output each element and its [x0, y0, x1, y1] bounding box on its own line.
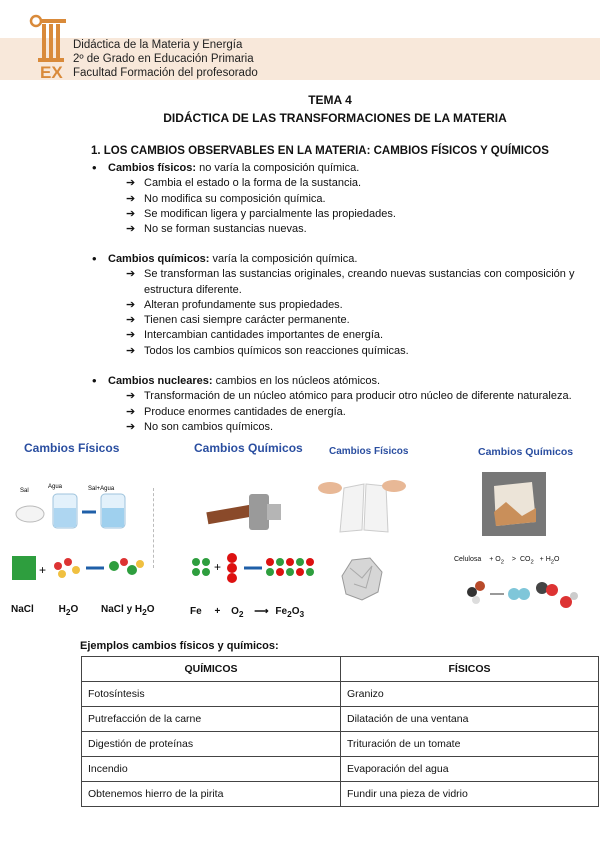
list-item-text: No se forman sustancias nuevas.	[144, 223, 307, 236]
table-row	[82, 732, 599, 757]
formula-h2o-b	[545, 556, 560, 566]
list-item-text: No modifica su composición química.	[144, 192, 326, 205]
formula-part: O	[231, 606, 239, 617]
caption-cambios-quimicos-2: Cambios Químicos	[478, 446, 574, 458]
formula-part: CO	[519, 556, 531, 563]
plus-sign: +	[214, 560, 222, 574]
label-sal-agua: Sal+Agua	[88, 486, 115, 492]
crumpled-paper-illustration	[336, 554, 386, 604]
plus-sign: +	[39, 563, 47, 577]
quimicos-desc: varía la composición química.	[209, 253, 358, 265]
column-header-quimicos: QUÍMICOS	[82, 657, 341, 682]
formula-part: 2	[287, 609, 292, 619]
list-item	[90, 207, 396, 222]
formula-part: 2	[238, 609, 244, 619]
divider	[153, 488, 155, 568]
table-cell: Obtenemos hierro de la pirita	[82, 782, 341, 807]
table-cell: Trituración de un tomate	[341, 732, 599, 757]
formula-co2	[519, 556, 534, 566]
table-cell: Fotosíntesis	[82, 682, 341, 707]
quimicos-bullet	[90, 252, 590, 267]
gt-sign: >	[511, 556, 516, 563]
list-item-text: Tienen casi siempre carácter permanente.	[144, 314, 350, 327]
quimicos-block	[90, 252, 590, 359]
examples-table	[81, 656, 599, 807]
institution-block	[73, 38, 258, 80]
formula-part: 2	[530, 559, 534, 566]
plus-sign: +	[539, 556, 544, 563]
list-item-text: Se transforman las sustancias originales, creando nuevas sustancias con composición y estructura diferente.	[144, 268, 575, 296]
table-row	[82, 707, 599, 732]
equation-celulosa	[454, 556, 559, 565]
page-title: DIDÁCTICA DE LAS TRANSFORMACIONES DE LA MATERIA	[163, 111, 507, 125]
formula-part: O	[70, 604, 79, 615]
section-heading: 1. LOS CAMBIOS OBSERVABLES EN LA MATERIA: CAMBIOS FÍSICOS Y QUÍMICOS	[91, 145, 549, 157]
institution-line: Didáctica de la Materia y Energía	[73, 39, 243, 51]
institution-line: Facultad Formación del profesorado	[73, 67, 258, 79]
formula-fe2o3	[275, 606, 304, 617]
nucleares-desc: cambios en los núcleos atómicos.	[212, 375, 381, 387]
equation-nacl	[11, 604, 155, 617]
list-item	[90, 313, 590, 328]
examples-title: Ejemplos cambios físicos y químicos:	[80, 640, 279, 652]
table-cell: Incendio	[82, 757, 341, 782]
caption-cambios-fisicos-2: Cambios Físicos	[329, 446, 409, 457]
formula-part: O	[146, 604, 155, 615]
label-sal: Sal	[20, 488, 29, 494]
formula-part: NaCl y H	[101, 604, 143, 615]
list-item	[90, 328, 590, 343]
list-item-text: Alteran profundamente sus propiedades.	[144, 298, 343, 311]
arrow-icon: ➔	[126, 268, 136, 281]
formula-part: O	[291, 606, 300, 617]
formula-nacl-h2o	[101, 604, 155, 615]
list-item-text: Transformación de un núcleo atómico para producir otro núcleo de diferente naturaleza.	[144, 390, 572, 403]
formula-o2	[231, 606, 243, 617]
arrow-icon: ➔	[126, 329, 136, 342]
tema-heading: TEMA 4	[308, 93, 352, 107]
table-cell: Evaporación del agua	[341, 757, 599, 782]
arrow-icon: ➔	[126, 223, 136, 236]
table-row	[82, 782, 599, 807]
list-item	[90, 389, 572, 404]
table-row	[82, 682, 599, 707]
formula-part: 3	[299, 609, 305, 619]
salt-water-illustration	[8, 476, 138, 536]
list-item	[90, 192, 396, 207]
plus-sign: +	[214, 606, 221, 617]
equation-fe2o3	[190, 606, 304, 619]
table-header-row	[82, 657, 599, 682]
formula-celulosa: Celulosa	[454, 556, 482, 563]
list-item	[90, 405, 572, 420]
rusty-bolt-illustration	[205, 486, 285, 536]
list-item-text: Intercambian cantidades importantes de energía.	[144, 329, 384, 342]
institution-line: 2º de Grado en Educación Primaria	[73, 53, 254, 65]
column-header-fisicos: FÍSICOS	[341, 657, 599, 682]
fisicos-label: Cambios físicos:	[108, 162, 197, 174]
arrow-icon: ➔	[126, 177, 136, 190]
formula-fe: Fe	[190, 606, 202, 617]
formula-part: 2	[142, 607, 147, 617]
iron-oxide-illustration	[190, 552, 320, 588]
formula-part: 2	[550, 559, 554, 566]
list-item-text: Cambia el estado o la forma de la sustancia.	[144, 177, 362, 190]
list-item	[90, 176, 396, 191]
torn-paper-illustration	[316, 474, 408, 534]
arrow-icon: ⟶	[254, 606, 269, 617]
arrow-icon: ➔	[126, 420, 136, 433]
formula-h2o	[59, 604, 79, 615]
arrow-icon: ➔	[126, 192, 136, 205]
formula-plus-o2	[489, 556, 504, 566]
arrow-icon: ➔	[126, 298, 136, 311]
list-item	[90, 267, 590, 298]
nucleares-bullet	[90, 374, 572, 389]
list-item-text: Se modifican ligera y parcialmente las propiedades.	[144, 207, 396, 220]
combustion-molecules-illustration	[462, 572, 582, 616]
caption-cambios-quimicos: Cambios Químicos	[194, 441, 303, 455]
formula-part: 2	[65, 607, 71, 617]
fisicos-bullet	[90, 161, 396, 176]
fisicos-block	[90, 161, 396, 237]
quimicos-label: Cambios químicos:	[108, 253, 210, 265]
fisicos-desc: no varía la composición química.	[196, 162, 360, 174]
formula-part: + O	[489, 556, 501, 563]
university-logo	[28, 14, 68, 80]
list-item-text: Todos los cambios químicos son reacciones químicas.	[144, 344, 409, 357]
logo-text: EX	[40, 63, 63, 80]
illustration-row	[0, 436, 600, 626]
formula-part: O	[554, 556, 560, 563]
arrow-icon: ➔	[126, 314, 136, 327]
arrow-icon: ➔	[126, 390, 136, 403]
nucleares-block	[90, 374, 572, 435]
formula-part: H	[58, 604, 66, 615]
table-cell: Dilatación de una ventana	[341, 707, 599, 732]
nacl-molecule-illustration	[10, 552, 150, 588]
formula-part: 2	[500, 559, 504, 566]
formula-part: Fe	[275, 606, 288, 617]
list-item-text: No son cambios químicos.	[144, 420, 273, 433]
list-item	[90, 298, 590, 313]
arrow-icon: ➔	[126, 344, 136, 357]
table-cell: Putrefacción de la carne	[82, 707, 341, 732]
label-agua: Agua	[48, 484, 63, 490]
table-cell: Digestión de proteínas	[82, 732, 341, 757]
table-row	[82, 757, 599, 782]
caption-cambios-fisicos: Cambios Físicos	[24, 441, 120, 455]
list-item	[90, 222, 396, 237]
burning-paper-illustration	[482, 472, 546, 536]
list-item-text: Produce enormes cantidades de energía.	[144, 405, 346, 418]
table-cell: Fundir una pieza de vidrio	[341, 782, 599, 807]
formula-nacl: NaCl	[11, 604, 34, 615]
formula-part: H	[545, 556, 551, 563]
list-item	[90, 344, 590, 359]
list-item	[90, 420, 572, 435]
arrow-icon: ➔	[126, 207, 136, 220]
arrow-icon: ➔	[126, 405, 136, 418]
nucleares-label: Cambios nucleares:	[108, 375, 213, 387]
table-cell: Granizo	[341, 682, 599, 707]
